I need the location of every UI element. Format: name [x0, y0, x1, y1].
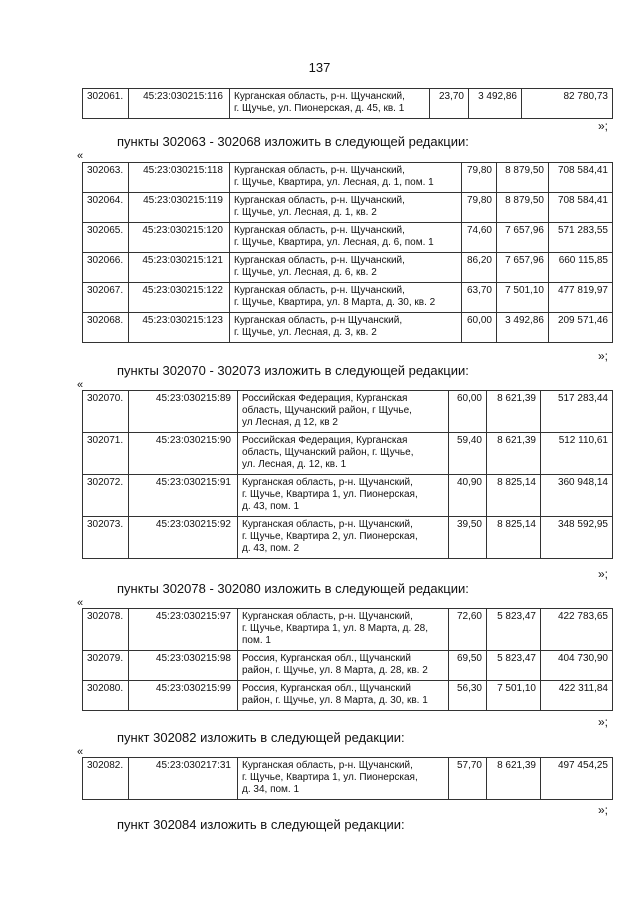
address-cell: [238, 758, 449, 800]
table-row: [83, 681, 613, 711]
item-number-cell: 302061.: [83, 89, 129, 119]
address-line: Российская Федерация, Курганская: [242, 435, 408, 446]
address-cell: [238, 651, 449, 681]
address-line: г. Щучье, Квартира, ул. 8 Марта, д. 30, кв. 2: [234, 297, 436, 308]
item-number-cell: 302067.: [83, 283, 129, 313]
address-line: г. Щучье, Квартира 2, ул. Пионерская,: [242, 531, 418, 542]
cadastral-number-cell: 45:23:030215:123: [129, 313, 230, 343]
address-cell: [238, 681, 449, 711]
cadastral-value-cell: 82 780,73: [522, 89, 613, 119]
address-line: Курганская область, р-н. Щучанский,: [234, 195, 405, 206]
cadastral-value-cell: 477 819,97: [549, 283, 613, 313]
cadastral-value-cell: 404 730,90: [541, 651, 613, 681]
area-cell: 63,70: [462, 283, 497, 313]
address-line: ул Лесная, д 12, кв 2: [242, 417, 338, 428]
instruction-text: пункт 302084 изложить в следующей редакции:: [117, 817, 405, 832]
cadastral-number-cell: 45:23:030215:97: [129, 609, 238, 651]
item-number-cell: 302078.: [83, 609, 129, 651]
table-row: [83, 758, 613, 800]
cadastral-value-cell: 422 783,65: [541, 609, 613, 651]
area-cell: 79,80: [462, 163, 497, 193]
address-cell: [230, 253, 462, 283]
cadastral-value-cell: 660 115,85: [549, 253, 613, 283]
item-number-cell: 302080.: [83, 681, 129, 711]
area-cell: 74,60: [462, 223, 497, 253]
cadastral-number-cell: 45:23:030215:120: [129, 223, 230, 253]
area-cell: 59,40: [449, 433, 487, 475]
address-cell: [238, 609, 449, 651]
area-cell: 86,20: [462, 253, 497, 283]
table-row: [83, 433, 613, 475]
cadastral-value-cell: 348 592,95: [541, 517, 613, 559]
close-quote: »;: [598, 715, 609, 729]
item-number-cell: 302070.: [83, 391, 129, 433]
area-cell: 23,70: [430, 89, 469, 119]
address-line: д. 34, пом. 1: [242, 784, 300, 795]
close-quote: »;: [598, 349, 609, 363]
address-line: район, г. Щучье, ул. 8 Марта, д. 30, кв. 1: [242, 695, 428, 706]
address-line: Россия, Курганская обл., Щучанский: [242, 653, 411, 664]
unit-value-cell: 8 825,14: [487, 475, 541, 517]
unit-value-cell: 5 823,47: [487, 651, 541, 681]
cadastral-number-cell: 45:23:030217:31: [129, 758, 238, 800]
address-cell: [238, 517, 449, 559]
address-cell: [230, 163, 462, 193]
address-line: пом. 1: [242, 635, 271, 646]
page-number: 137: [308, 60, 331, 75]
open-quote: «: [77, 379, 84, 391]
address-line: Курганская область, р-н. Щучанский,: [242, 477, 413, 488]
address-cell: [238, 391, 449, 433]
address-line: г. Щучье, ул. Лесная, д. 6, кв. 2: [234, 267, 377, 278]
table-row: [83, 313, 613, 343]
cadastral-number-cell: 45:23:030215:91: [129, 475, 238, 517]
address-cell: [230, 313, 462, 343]
registry-table: [82, 608, 613, 711]
cadastral-number-cell: 45:23:030215:92: [129, 517, 238, 559]
address-line: г. Щучье, Квартира 1, ул. Пионерская,: [242, 489, 418, 500]
address-line: Курганская область, р-н. Щучанский,: [234, 91, 405, 102]
cadastral-value-cell: 497 454,25: [541, 758, 613, 800]
instruction-text: пункт 302082 изложить в следующей редакции:: [117, 730, 405, 745]
area-cell: 60,00: [462, 313, 497, 343]
unit-value-cell: 7 657,96: [497, 253, 549, 283]
table-row: [83, 609, 613, 651]
cadastral-number-cell: 45:23:030215:98: [129, 651, 238, 681]
address-cell: [230, 89, 430, 119]
cadastral-number-cell: 45:23:030215:119: [129, 193, 230, 223]
address-line: г. Щучье, Квартира 1, ул. 8 Марта, д. 28,: [242, 623, 428, 634]
address-line: Курганская область, р-н. Щучанский,: [234, 255, 405, 266]
open-quote: «: [77, 597, 84, 609]
cadastral-number-cell: 45:23:030215:116: [129, 89, 230, 119]
table-row: [83, 89, 613, 119]
area-cell: 40,90: [449, 475, 487, 517]
unit-value-cell: 3 492,86: [469, 89, 522, 119]
address-line: Курганская область, р-н. Щучанский,: [234, 225, 405, 236]
unit-value-cell: 8 621,39: [487, 391, 541, 433]
cadastral-number-cell: 45:23:030215:99: [129, 681, 238, 711]
item-number-cell: 302072.: [83, 475, 129, 517]
table-row: [83, 193, 613, 223]
address-line: Курганская область, р-н Щучанский,: [234, 315, 403, 326]
unit-value-cell: 7 501,10: [487, 681, 541, 711]
unit-value-cell: 8 879,50: [497, 163, 549, 193]
address-line: д. 43, пом. 2: [242, 543, 300, 554]
unit-value-cell: 8 621,39: [487, 758, 541, 800]
instruction-text: пункты 302063 - 302068 изложить в следующей редакции:: [117, 134, 469, 149]
address-line: д. 43, пом. 1: [242, 501, 300, 512]
cadastral-number-cell: 45:23:030215:122: [129, 283, 230, 313]
instruction-text: пункты 302070 - 302073 изложить в следующей редакции:: [117, 363, 469, 378]
item-number-cell: 302082.: [83, 758, 129, 800]
table-row: [83, 517, 613, 559]
address-line: Российская Федерация, Курганская: [242, 393, 408, 404]
address-cell: [230, 193, 462, 223]
unit-value-cell: 3 492,86: [497, 313, 549, 343]
area-cell: 79,80: [462, 193, 497, 223]
unit-value-cell: 7 657,96: [497, 223, 549, 253]
instruction-text: пункты 302078 - 302080 изложить в следующей редакции:: [117, 581, 469, 596]
table-row: [83, 391, 613, 433]
registry-table: [82, 88, 613, 119]
table-row: [83, 475, 613, 517]
cadastral-number-cell: 45:23:030215:118: [129, 163, 230, 193]
cadastral-number-cell: 45:23:030215:90: [129, 433, 238, 475]
item-number-cell: 302065.: [83, 223, 129, 253]
address-cell: [238, 433, 449, 475]
address-cell: [230, 283, 462, 313]
registry-table: [82, 757, 613, 800]
cadastral-value-cell: 360 948,14: [541, 475, 613, 517]
unit-value-cell: 8 825,14: [487, 517, 541, 559]
area-cell: 39,50: [449, 517, 487, 559]
cadastral-value-cell: 708 584,41: [549, 163, 613, 193]
area-cell: 57,70: [449, 758, 487, 800]
close-quote: »;: [598, 803, 609, 817]
cadastral-value-cell: 571 283,55: [549, 223, 613, 253]
open-quote: «: [77, 150, 84, 162]
area-cell: 60,00: [449, 391, 487, 433]
address-line: г. Щучье, Квартира 1, ул. Пионерская,: [242, 772, 418, 783]
item-number-cell: 302071.: [83, 433, 129, 475]
table-row: [83, 253, 613, 283]
address-line: район, г. Щучье, ул. 8 Марта, д. 28, кв. 2: [242, 665, 428, 676]
address-line: Россия, Курганская обл., Щучанский: [242, 683, 411, 694]
address-line: г. Щучье, ул. Лесная, д. 3, кв. 2: [234, 327, 377, 338]
unit-value-cell: 5 823,47: [487, 609, 541, 651]
address-line: область, Щучанский район, г Щучье,: [242, 405, 412, 416]
registry-table: [82, 390, 613, 559]
item-number-cell: 302066.: [83, 253, 129, 283]
cadastral-value-cell: 512 110,61: [541, 433, 613, 475]
address-line: г. Щучье, ул. Пионерская, д. 45, кв. 1: [234, 103, 405, 114]
table-row: [83, 651, 613, 681]
area-cell: 69,50: [449, 651, 487, 681]
area-cell: 56,30: [449, 681, 487, 711]
address-line: Курганская область, р-н. Щучанский,: [242, 611, 413, 622]
area-cell: 72,60: [449, 609, 487, 651]
unit-value-cell: 8 879,50: [497, 193, 549, 223]
table-row: [83, 283, 613, 313]
address-line: г. Щучье, Квартира, ул. Лесная, д. 1, пом. 1: [234, 177, 434, 188]
address-line: Курганская область, р-н. Щучанский,: [242, 519, 413, 530]
close-quote: »;: [598, 119, 609, 133]
cadastral-value-cell: 209 571,46: [549, 313, 613, 343]
item-number-cell: 302079.: [83, 651, 129, 681]
unit-value-cell: 7 501,10: [497, 283, 549, 313]
table-row: [83, 223, 613, 253]
address-line: область, Щучанский район, г. Щучье,: [242, 447, 414, 458]
address-line: Курганская область, р-н. Щучанский,: [234, 165, 405, 176]
open-quote: «: [77, 746, 84, 758]
address-cell: [230, 223, 462, 253]
registry-table: [82, 162, 613, 343]
cadastral-value-cell: 708 584,41: [549, 193, 613, 223]
cadastral-number-cell: 45:23:030215:121: [129, 253, 230, 283]
close-quote: »;: [598, 567, 609, 581]
item-number-cell: 302073.: [83, 517, 129, 559]
address-cell: [238, 475, 449, 517]
item-number-cell: 302068.: [83, 313, 129, 343]
table-row: [83, 163, 613, 193]
cadastral-value-cell: 517 283,44: [541, 391, 613, 433]
address-line: г. Щучье, Квартира, ул. Лесная, д. 6, пом. 1: [234, 237, 434, 248]
item-number-cell: 302063.: [83, 163, 129, 193]
address-line: г. Щучье, ул. Лесная, д. 1, кв. 2: [234, 207, 377, 218]
address-line: Курганская область, р-н. Щучанский,: [234, 285, 405, 296]
cadastral-number-cell: 45:23:030215:89: [129, 391, 238, 433]
unit-value-cell: 8 621,39: [487, 433, 541, 475]
item-number-cell: 302064.: [83, 193, 129, 223]
address-line: ул. Лесная, д. 12, кв. 1: [242, 459, 347, 470]
cadastral-value-cell: 422 311,84: [541, 681, 613, 711]
address-line: Курганская область, р-н. Щучанский,: [242, 760, 413, 771]
